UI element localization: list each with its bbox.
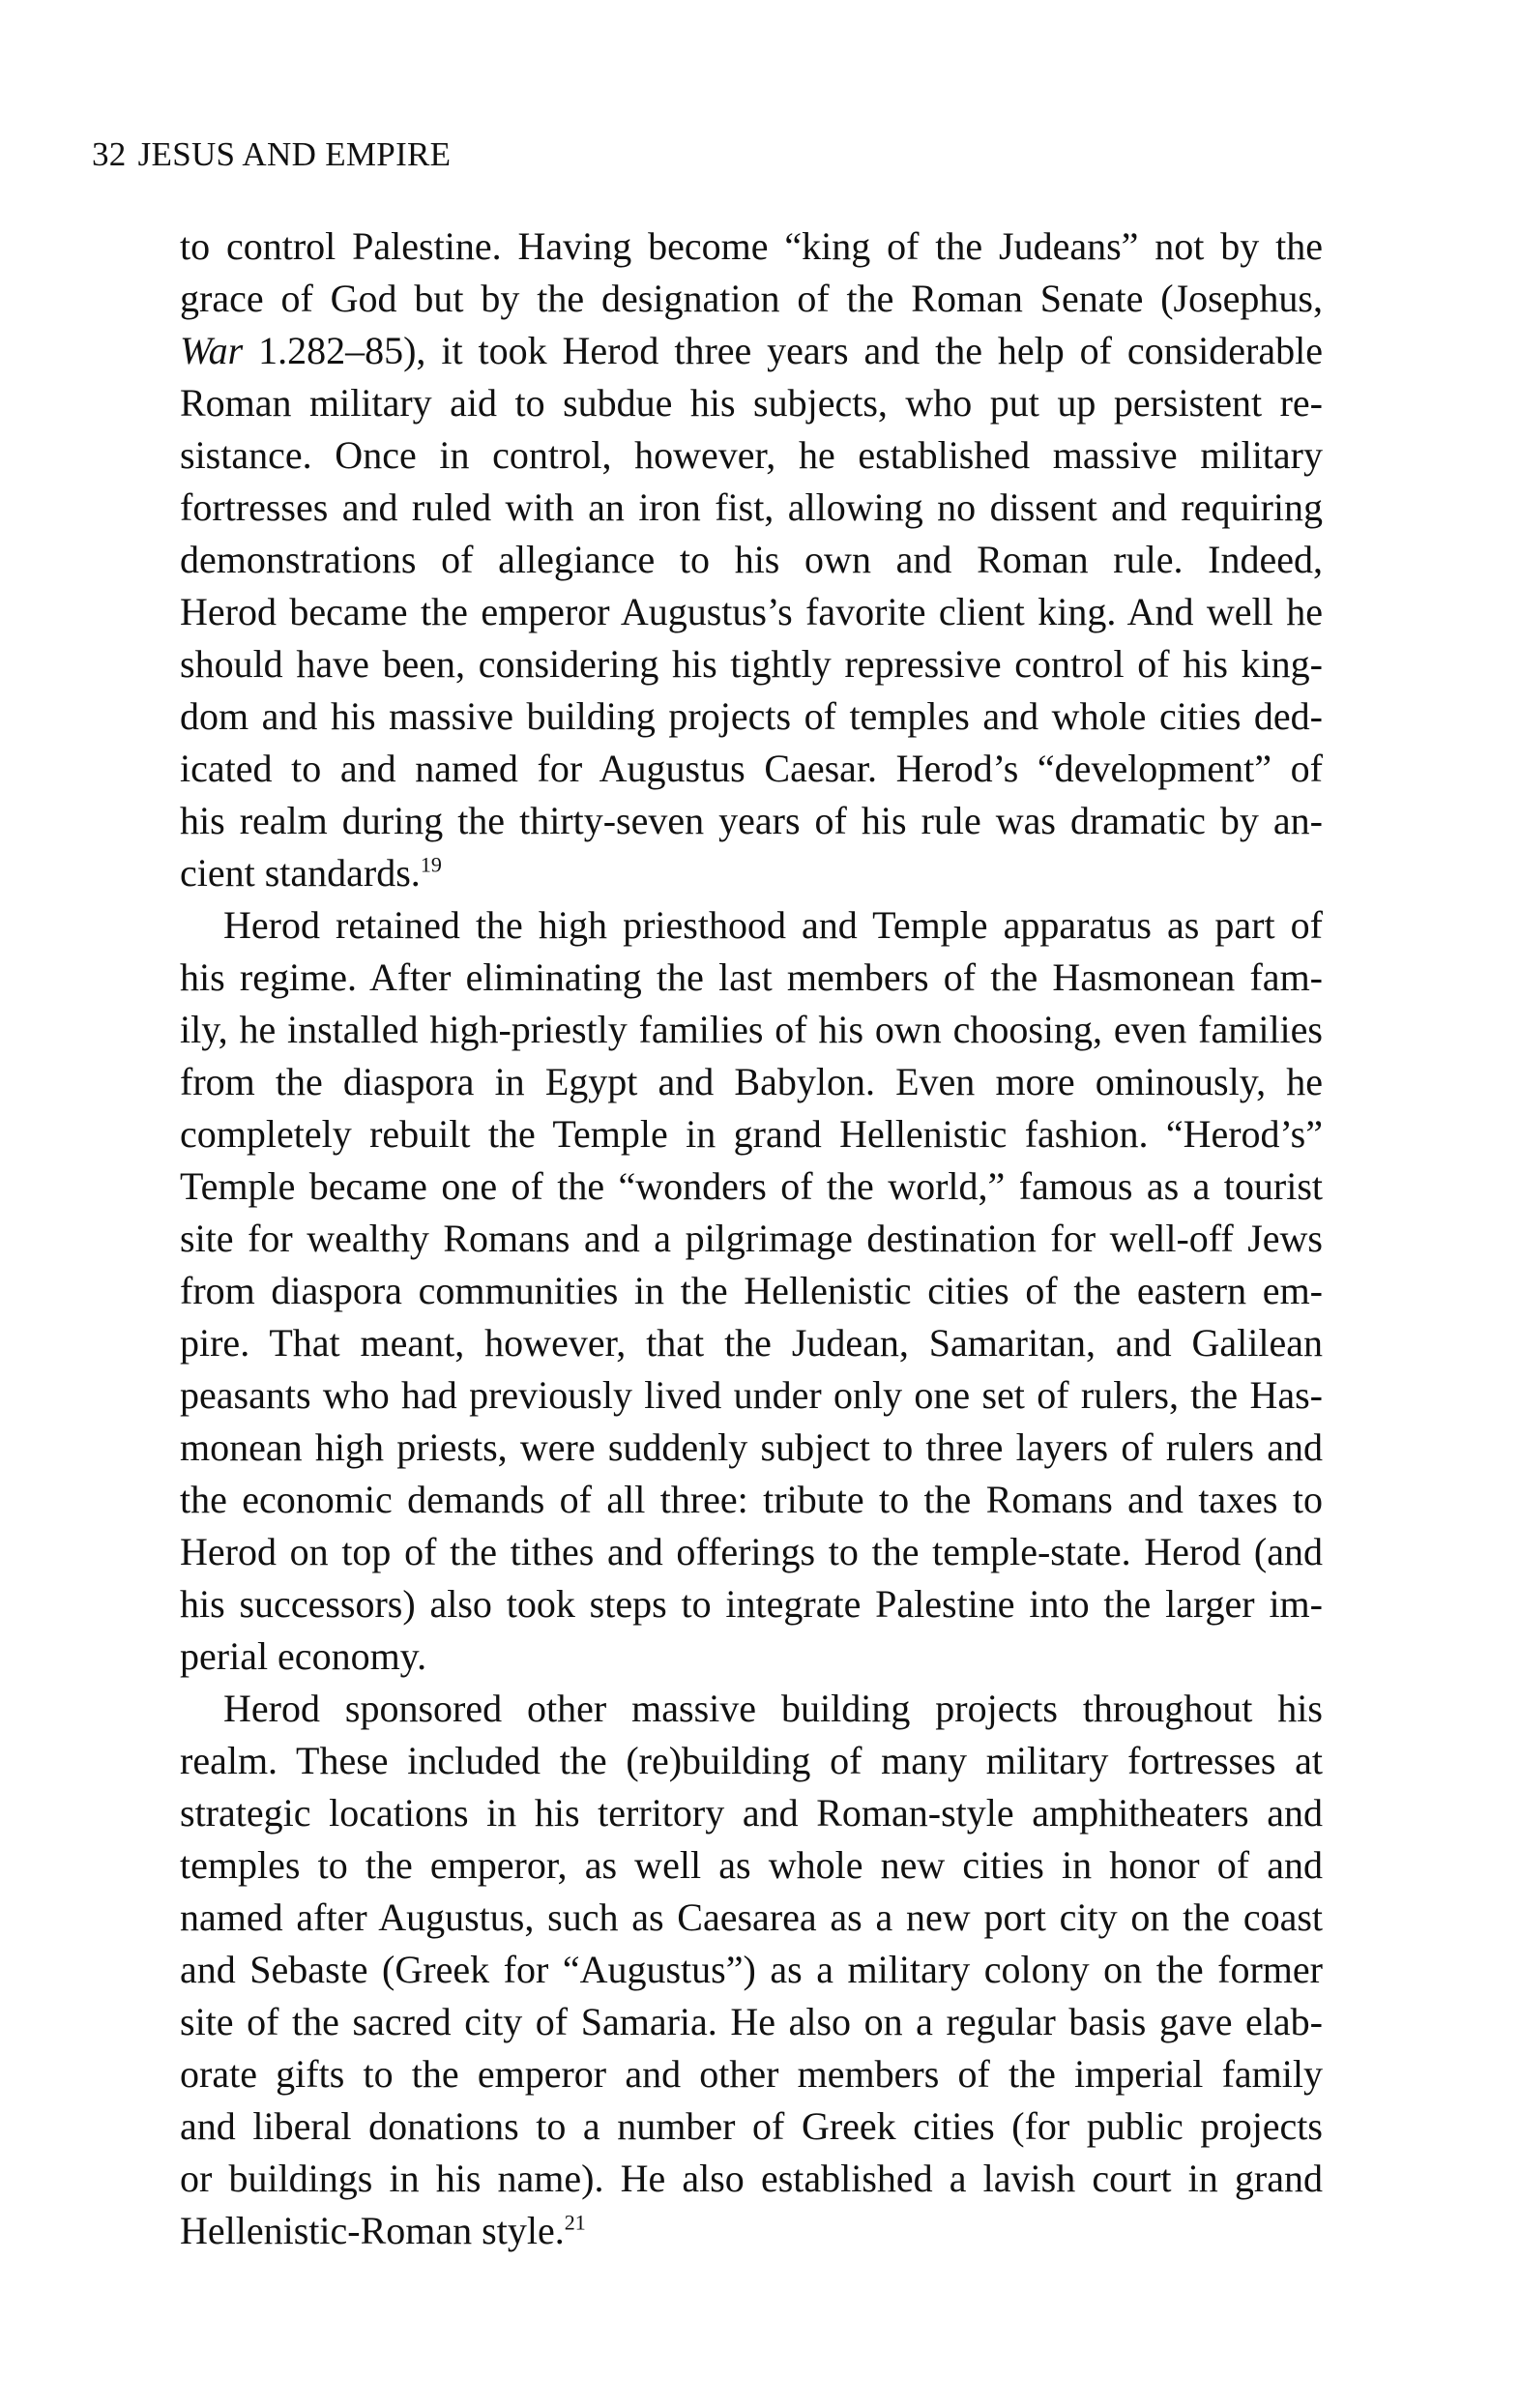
line-text: Herod retained the high priesthood and Temple apparatus as part of [223,903,1323,947]
line-text: and Sebaste (Greek for “Augustus”) as a military colony on the former [180,1948,1323,1991]
text-line [180,1056,1323,1108]
text-line [180,429,1323,482]
text-line [180,2153,1323,2205]
line-text: his successors) also took steps to integrate Palestine into the larger im- [180,1582,1323,1626]
line-text: fortresses and ruled with an iron fist, allowing no dissent and requiring [180,485,1323,529]
line-text: completely rebuilt the Temple in grand Hellenistic fashion. “Herod’s” [180,1112,1323,1156]
text-line [180,1683,1323,1735]
line-text: his realm during the thirty-seven years of his rule was dramatic by an- [180,799,1323,842]
line-text: Herod sponsored other massive building projects throughout his [223,1687,1323,1730]
line-text: demonstrations of allegiance to his own and Roman rule. Indeed, [180,538,1323,581]
line-text: Hellenistic-Roman style. [180,2209,565,2252]
text-line [180,1265,1323,1317]
text-line [180,2048,1323,2100]
line-text: strategic locations in his territory and Roman-style amphitheaters and [180,1791,1323,1835]
line-text: 1.282–85), it took Herod three years and the help of considerable [243,329,1323,372]
paragraph [180,220,1323,899]
text-line [180,1996,1323,2048]
text-line [180,482,1323,534]
line-text: should have been, considering his tightly repressive control of his king- [180,642,1323,686]
line-text: sistance. Once in control, however, he established massive military [180,433,1323,477]
text-line [180,847,1323,899]
line-text: perial economy. [180,1634,427,1678]
line-text: and liberal donations to a number of Greek cities (for public projects [180,2104,1323,2148]
text-line [180,1160,1323,1213]
text-line [180,1108,1323,1160]
line-text: ily, he installed high-priestly families of his own choosing, even families [180,1008,1323,1051]
text-line [180,1474,1323,1526]
line-text: site for wealthy Romans and a pilgrimage destination for well-off Jews [180,1217,1323,1260]
running-title: JESUS AND EMPIRE [137,135,452,173]
text-line [180,1578,1323,1630]
line-text: named after Augustus, such as Caesarea as a new port city on the coast [180,1895,1323,1939]
footnote-marker[interactable]: 21 [564,2210,586,2235]
text-line [180,1526,1323,1578]
text-line [180,1317,1323,1369]
text-line [180,586,1323,638]
paragraph [180,899,1323,1683]
text-line [180,952,1323,1004]
text-line [180,2205,1323,2257]
text-line [180,1944,1323,1996]
line-text: Temple became one of the “wonders of the world,” famous as a tourist [180,1164,1323,1208]
page-number: 32 [92,135,127,173]
text-line [180,1630,1323,1683]
text-line [180,1213,1323,1265]
line-text: realm. These included the (re)building of many military fortresses at [180,1739,1323,1782]
line-text: orate gifts to the emperor and other members of the imperial family [180,2052,1323,2096]
line-text: Roman military aid to subdue his subjects, who put up persistent re- [180,381,1323,425]
line-text: pire. That meant, however, that the Judean, Samaritan, and Galilean [180,1321,1323,1365]
paragraph [180,1683,1323,2257]
line-text: from diaspora communities in the Hellenistic cities of the eastern em- [180,1269,1323,1312]
line-text: monean high priests, were suddenly subject to three layers of rulers and [180,1425,1323,1469]
text-line [180,1369,1323,1422]
line-text: to control Palestine. Having become “king of the Judeans” not by the [180,224,1323,268]
text-line [180,273,1323,325]
text-line [180,325,1323,377]
text-line [180,638,1323,690]
line-text: icated to and named for Augustus Caesar. Herod’s “development” of [180,747,1323,790]
line-text: his regime. After eliminating the last members of the Hasmonean fam- [180,955,1323,999]
italic-citation: War [180,329,244,372]
text-line [180,220,1323,273]
text-line [180,377,1323,429]
text-line [180,743,1323,795]
line-text: from the diaspora in Egypt and Babylon. Even more ominously, he [180,1060,1323,1103]
line-text: grace of God but by the designation of the Roman Senate (Josephus, [180,277,1323,320]
line-text: site of the sacred city of Samaria. He also on a regular basis gave elab- [180,2000,1323,2043]
text-line [180,795,1323,847]
line-text: cient standards. [180,851,421,895]
text-line [180,2100,1323,2153]
line-text: or buildings in his name). He also established a lavish court in grand [180,2157,1323,2200]
line-text: Herod became the emperor Augustus’s favorite client king. And well he [180,590,1323,633]
line-text: temples to the emperor, as well as whole new cities in honor of and [180,1843,1323,1887]
text-line [180,1787,1323,1839]
text-line [180,1004,1323,1056]
line-text: the economic demands of all three: tribute to the Romans and taxes to [180,1478,1323,1521]
line-text: Herod on top of the tithes and offerings to the temple-state. Herod (and [180,1530,1323,1573]
text-line [180,690,1323,743]
text-line [180,1839,1323,1892]
text-line [180,1735,1323,1787]
text-line [180,1422,1323,1474]
line-text: dom and his massive building projects of temples and whole cities ded- [180,694,1323,738]
running-head [92,135,451,174]
footnote-marker[interactable]: 19 [420,852,442,877]
text-line [180,1892,1323,1944]
text-line [180,534,1323,586]
body-text [180,220,1323,2257]
line-text: peasants who had previously lived under only one set of rulers, the Has- [180,1373,1323,1417]
text-line [180,899,1323,952]
